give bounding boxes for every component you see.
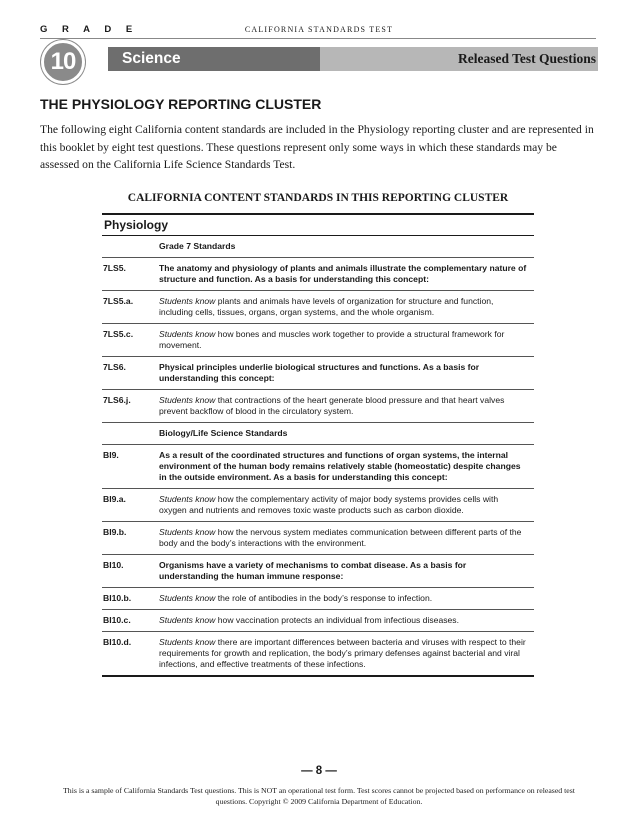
table-row [102,555,534,588]
table-subheading-row [102,236,534,258]
grade-number: 10 [50,48,76,75]
table-row [102,610,534,632]
table-row [102,324,534,357]
table-row [102,258,534,291]
standard-description: how the complementary activity of major body systems provides cells with oxygen and nutrients and removes toxic waste products such as carbon dioxide. [159,494,499,515]
table-top-rule [102,213,534,215]
table-row [102,588,534,610]
students-know-lead: Students know [159,527,216,537]
standard-description: that contractions of the heart generate blood pressure and that heart valves prevent backflow of blood in the circulatory system. [159,395,505,416]
standard-description: Grade 7 Standards [159,241,236,251]
table-row [102,445,534,489]
students-know-lead: Students know [159,494,216,504]
students-know-lead: Students know [159,593,216,603]
standard-code: BI9.a. [103,494,126,504]
students-know-lead: Students know [159,329,216,339]
standard-text [159,450,534,483]
standard-description: Physical principles underlie biological structures and functions. As a basis for understanding this concept: [159,362,480,383]
standard-description: Biology/Life Science Standards [159,428,288,438]
standard-code: BI10. [103,560,124,570]
standard-description: how the nervous system mediates communication between different parts of the body and the body’s interactions with the environment. [159,527,522,548]
standard-text [159,494,534,516]
students-know-lead: Students know [159,296,216,306]
table-row [102,390,534,423]
standard-description: there are important differences between bacteria and viruses with respect to their requirements for growth and replication, the body’s primary defenses against bacterial and viral infections, and effective treatments of these infections. [159,637,526,669]
standard-text [159,362,534,384]
standard-description: how vaccination protects an individual from infectious diseases. [215,615,459,625]
released-title: Released Test Questions [457,51,596,66]
table-row [102,632,534,677]
table-row [102,357,534,390]
standard-code: 7LS5.a. [103,296,134,306]
standard-text [159,637,534,670]
standard-description: how bones and muscles work together to provide a structural framework for movement. [159,329,505,350]
standard-code: 7LS6. [103,362,126,372]
standard-text [159,296,534,318]
standard-description: As a result of the coordinated structures and functions of organ systems, the internal environment of the human body remains relatively stable (homeostatic) despite changes in the outside environment. As a basis for understanding this concept: [159,450,521,482]
standard-code: BI10.c. [103,615,131,625]
table-row [102,522,534,555]
standard-code: BI9. [103,450,119,460]
standard-description: Organisms have a variety of mechanisms to combat disease. As a basis for understanding the human immune response: [159,560,467,581]
table-subheading-row [102,423,534,445]
standard-code: BI9.b. [103,527,127,537]
standard-text [159,593,534,604]
standards-table [102,236,534,677]
test-title: CALIFORNIA STANDARDS TEST [244,25,394,34]
section-heading: THE PHYSIOLOGY REPORTING CLUSTER [40,96,322,112]
standard-description: plants and animals have levels of organization for structure and function, including cells, tissues, organs, organ systems, and the whole organism. [159,296,494,317]
grade-label: G R A D E [40,24,139,35]
standard-text [159,428,534,439]
standard-code [102,428,159,439]
header-rule [40,38,596,39]
standard-text [159,241,534,252]
standard-text [159,560,534,582]
standard-code [102,241,159,252]
intro-paragraph: The following eight California content standards are included in the Physiology reporting cluster and are represented in this booklet by eight test questions. These questions represent only some ways in which these standards may be assessed on the California Life Science Standards Test. [40,123,594,171]
standard-code: 7LS5. [103,263,126,273]
page-number: — 8 — [301,765,337,777]
standard-text [159,615,534,626]
standard-code: 7LS5.c. [103,329,134,339]
students-know-lead: Students know [159,395,216,405]
standard-description: the role of antibodies in the body’s response to infection. [215,593,433,603]
subject-title: Science [122,50,181,67]
table-row [102,489,534,522]
students-know-lead: Students know [159,615,216,625]
standard-code: BI10.b. [103,593,132,603]
standard-text [159,395,534,417]
standard-description: The anatomy and physiology of plants and animals illustrate the complementary nature of structure and function. As a basis for understanding this concept: [159,263,527,284]
table-row [102,291,534,324]
standard-text [159,263,534,285]
table-title: CALIFORNIA CONTENT STANDARDS IN THIS REPORTING CLUSTER [127,192,509,204]
standard-text [159,527,534,549]
cluster-name: Physiology [104,218,169,232]
standard-code: 7LS6.j. [103,395,131,405]
footer-disclaimer: This is a sample of California Standards Test questions. This is NOT an operational test form. Test scores cannot be projected based on performance on released test questions. Copyright © 2009 California Department of Education. [63,786,575,806]
students-know-lead: Students know [159,637,216,647]
standard-text [159,329,534,351]
standard-code: BI10.d. [103,637,132,647]
